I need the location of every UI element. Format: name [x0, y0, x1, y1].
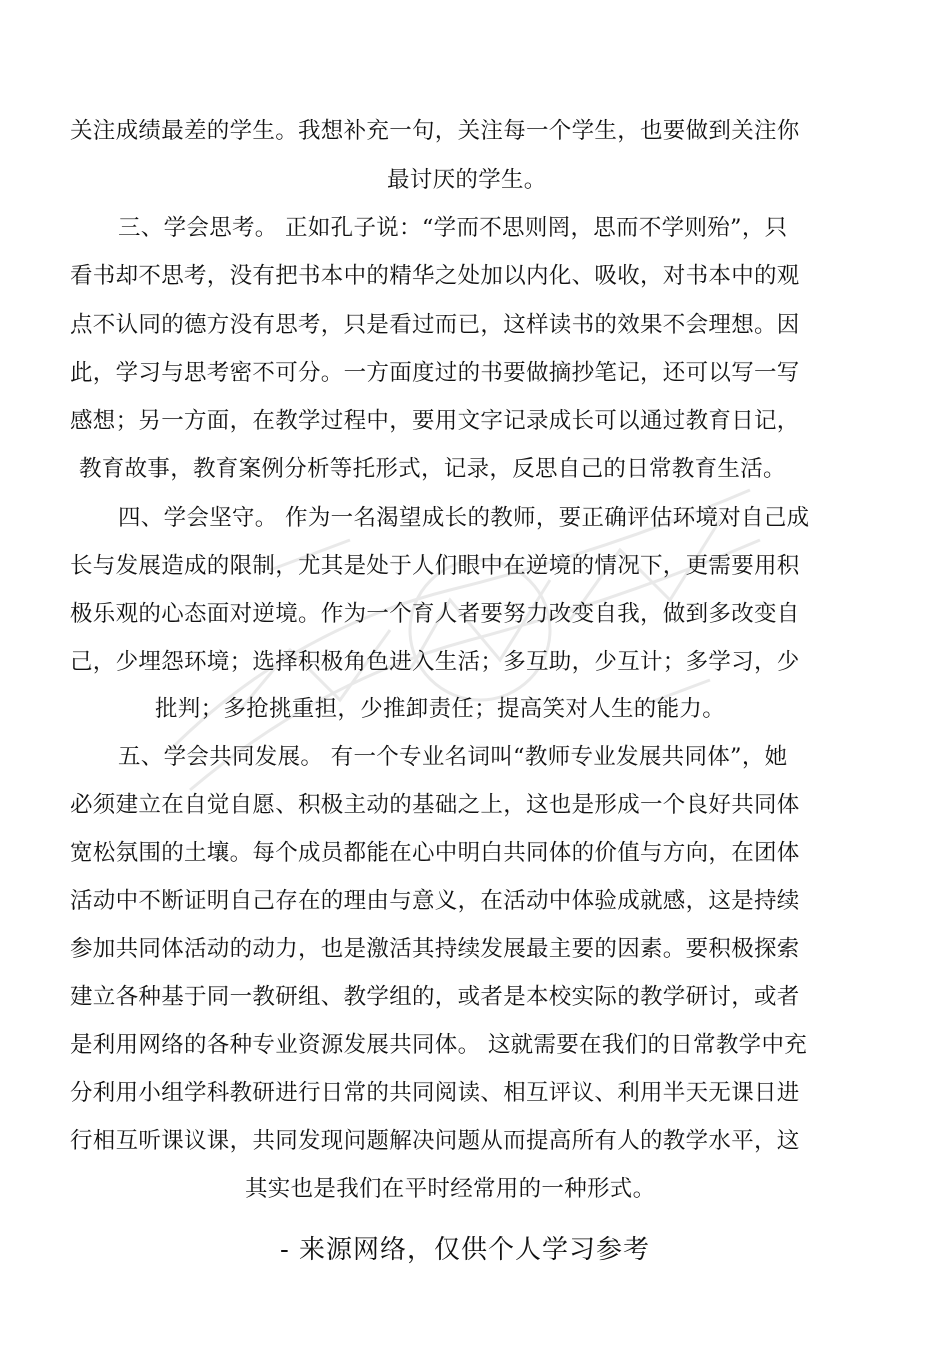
text-line: 必须建立在自觉自愿、积极主动的基础之上，这也是形成一个良好共同体	[70, 792, 800, 818]
text-line: 此，学习与思考密不可分。一方面度过的书要做摘抄笔记，还可以写一写	[70, 360, 800, 386]
text-line: 建立各种基于同一教研组、教学组的，或者是本校实际的教学研讨，或者	[70, 984, 800, 1010]
text-line: 三、学会思考。 正如孔子说：“学而不思则罔，思而不学则殆”，只	[118, 215, 788, 241]
text-line: 四、学会坚守。 作为一名渴望成长的教师，要正确评估环境对自己成	[118, 505, 810, 531]
text-line: 己，少埋怨环境；选择积极角色进入生活；多互助，少互计；多学习，少	[70, 649, 800, 675]
text-line: 是利用网络的各种专业资源发展共同体。 这就需要在我们的日常教学中充	[70, 1032, 808, 1058]
text-line: 看书却不思考，没有把书本中的精华之处加以内化、吸收，对书本中的观	[70, 263, 800, 289]
text-line: 点不认同的德方没有思考，只是看过而已，这样读书的效果不会理想。因	[70, 312, 800, 338]
text-line: 极乐观的心态面对逆境。作为一个育人者要努力改变自我，做到多改变自	[70, 601, 800, 627]
text-line: 宽松氛围的土壤。每个成员都能在心中明白共同体的价值与方向，在团体	[70, 840, 800, 866]
text-line: 行相互听课议课，共同发现问题解决问题从而提高所有人的教学水平，这	[70, 1128, 800, 1154]
text-line: 批判；多抢挑重担，少推卸责任；提高笑对人生的能力。	[155, 696, 726, 722]
text-line: 感想；另一方面，在教学过程中，要用文字记录成长可以通过教育日记，	[70, 408, 800, 434]
text-line: 参加共同体活动的动力，也是激活其持续发展最主要的因素。要积极探索	[70, 936, 800, 962]
text-line: 分利用小组学科教研进行日常的共同阅读、相互评议、利用半天无课日进	[70, 1080, 800, 1106]
text-line: 关注成绩最差的学生。我想补充一句，关注每一个学生，也要做到关注你	[70, 118, 800, 144]
text-line: 五、学会共同发展。 有一个专业名词叫“教师专业发展共同体”，她	[118, 744, 788, 770]
source-footer: - 来源网络，仅供个人学习参考	[280, 1235, 651, 1265]
text-line: 最讨厌的学生。	[387, 167, 547, 193]
text-line: 活动中不断证明自己存在的理由与意义，在活动中体验成就感，这是持续	[70, 888, 800, 914]
text-line: 教育故事，教育案例分析等托形式，记录，反思自己的日常教育生活。	[79, 456, 786, 482]
text-line: 长与发展造成的限制，尤其是处于人们眼中在逆境的情况下，更需要用积	[70, 553, 800, 579]
text-line: 其实也是我们在平时经常用的一种形式。	[245, 1176, 656, 1202]
